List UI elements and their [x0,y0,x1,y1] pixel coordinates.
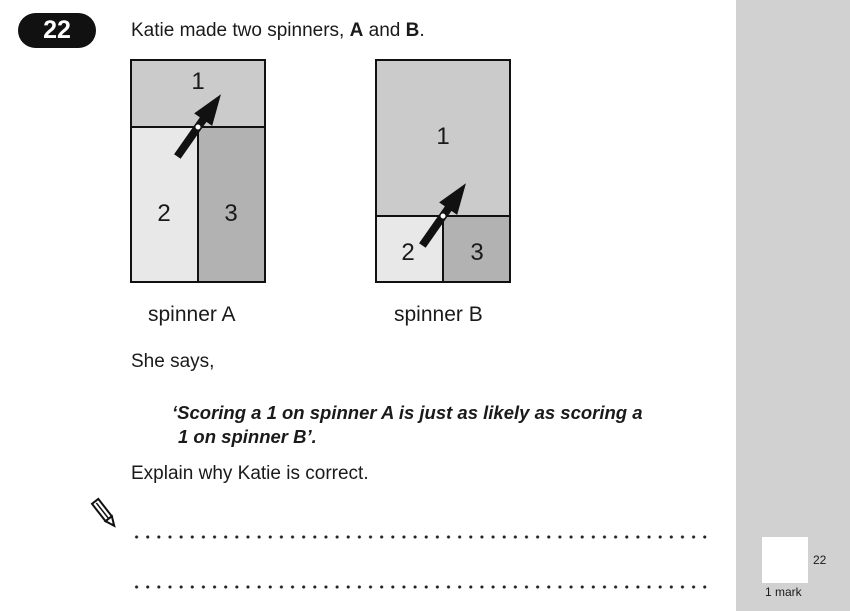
quote-line-1: ‘Scoring a 1 on spinner A is just as likely as scoring a [172,402,643,423]
spinner-a-label-3: 3 [224,200,238,227]
statement-intro: She says, [131,351,215,372]
question-number-badge: 22 [18,13,96,48]
spinner-b-diagram [374,58,514,286]
answer-line-2[interactable] [131,585,711,589]
katie-quote [172,401,692,449]
quote-line-2: 1 on spinner B’. [178,426,317,447]
task-instruction: Explain why Katie is correct. [131,463,369,484]
spinner-a-letter: A [349,20,364,41]
marking-margin [736,0,850,611]
spinner-b-label-3: 3 [470,239,484,266]
spinner-b-label-2: 2 [401,239,415,266]
spinner-b-label-1: 1 [436,123,450,150]
intro-prefix: Katie made two spinners, [131,20,350,41]
pencil-icon [90,496,120,532]
spinner-a-label-1: 1 [191,68,205,95]
mark-value-label: 1 mark [765,585,802,599]
spinner-b-letter: B [405,20,420,41]
intro-and: and [363,20,406,41]
spinner-b-label: spinner B [394,303,483,326]
spinner-a-label: spinner A [148,303,236,326]
margin-question-number: 22 [813,553,827,567]
intro-suffix: . [419,20,425,41]
spinner-a-diagram [129,58,269,286]
spinner-a-label-2: 2 [157,200,171,227]
question-intro [131,20,425,42]
mark-box[interactable] [762,537,808,583]
answer-line-1[interactable] [131,535,711,539]
